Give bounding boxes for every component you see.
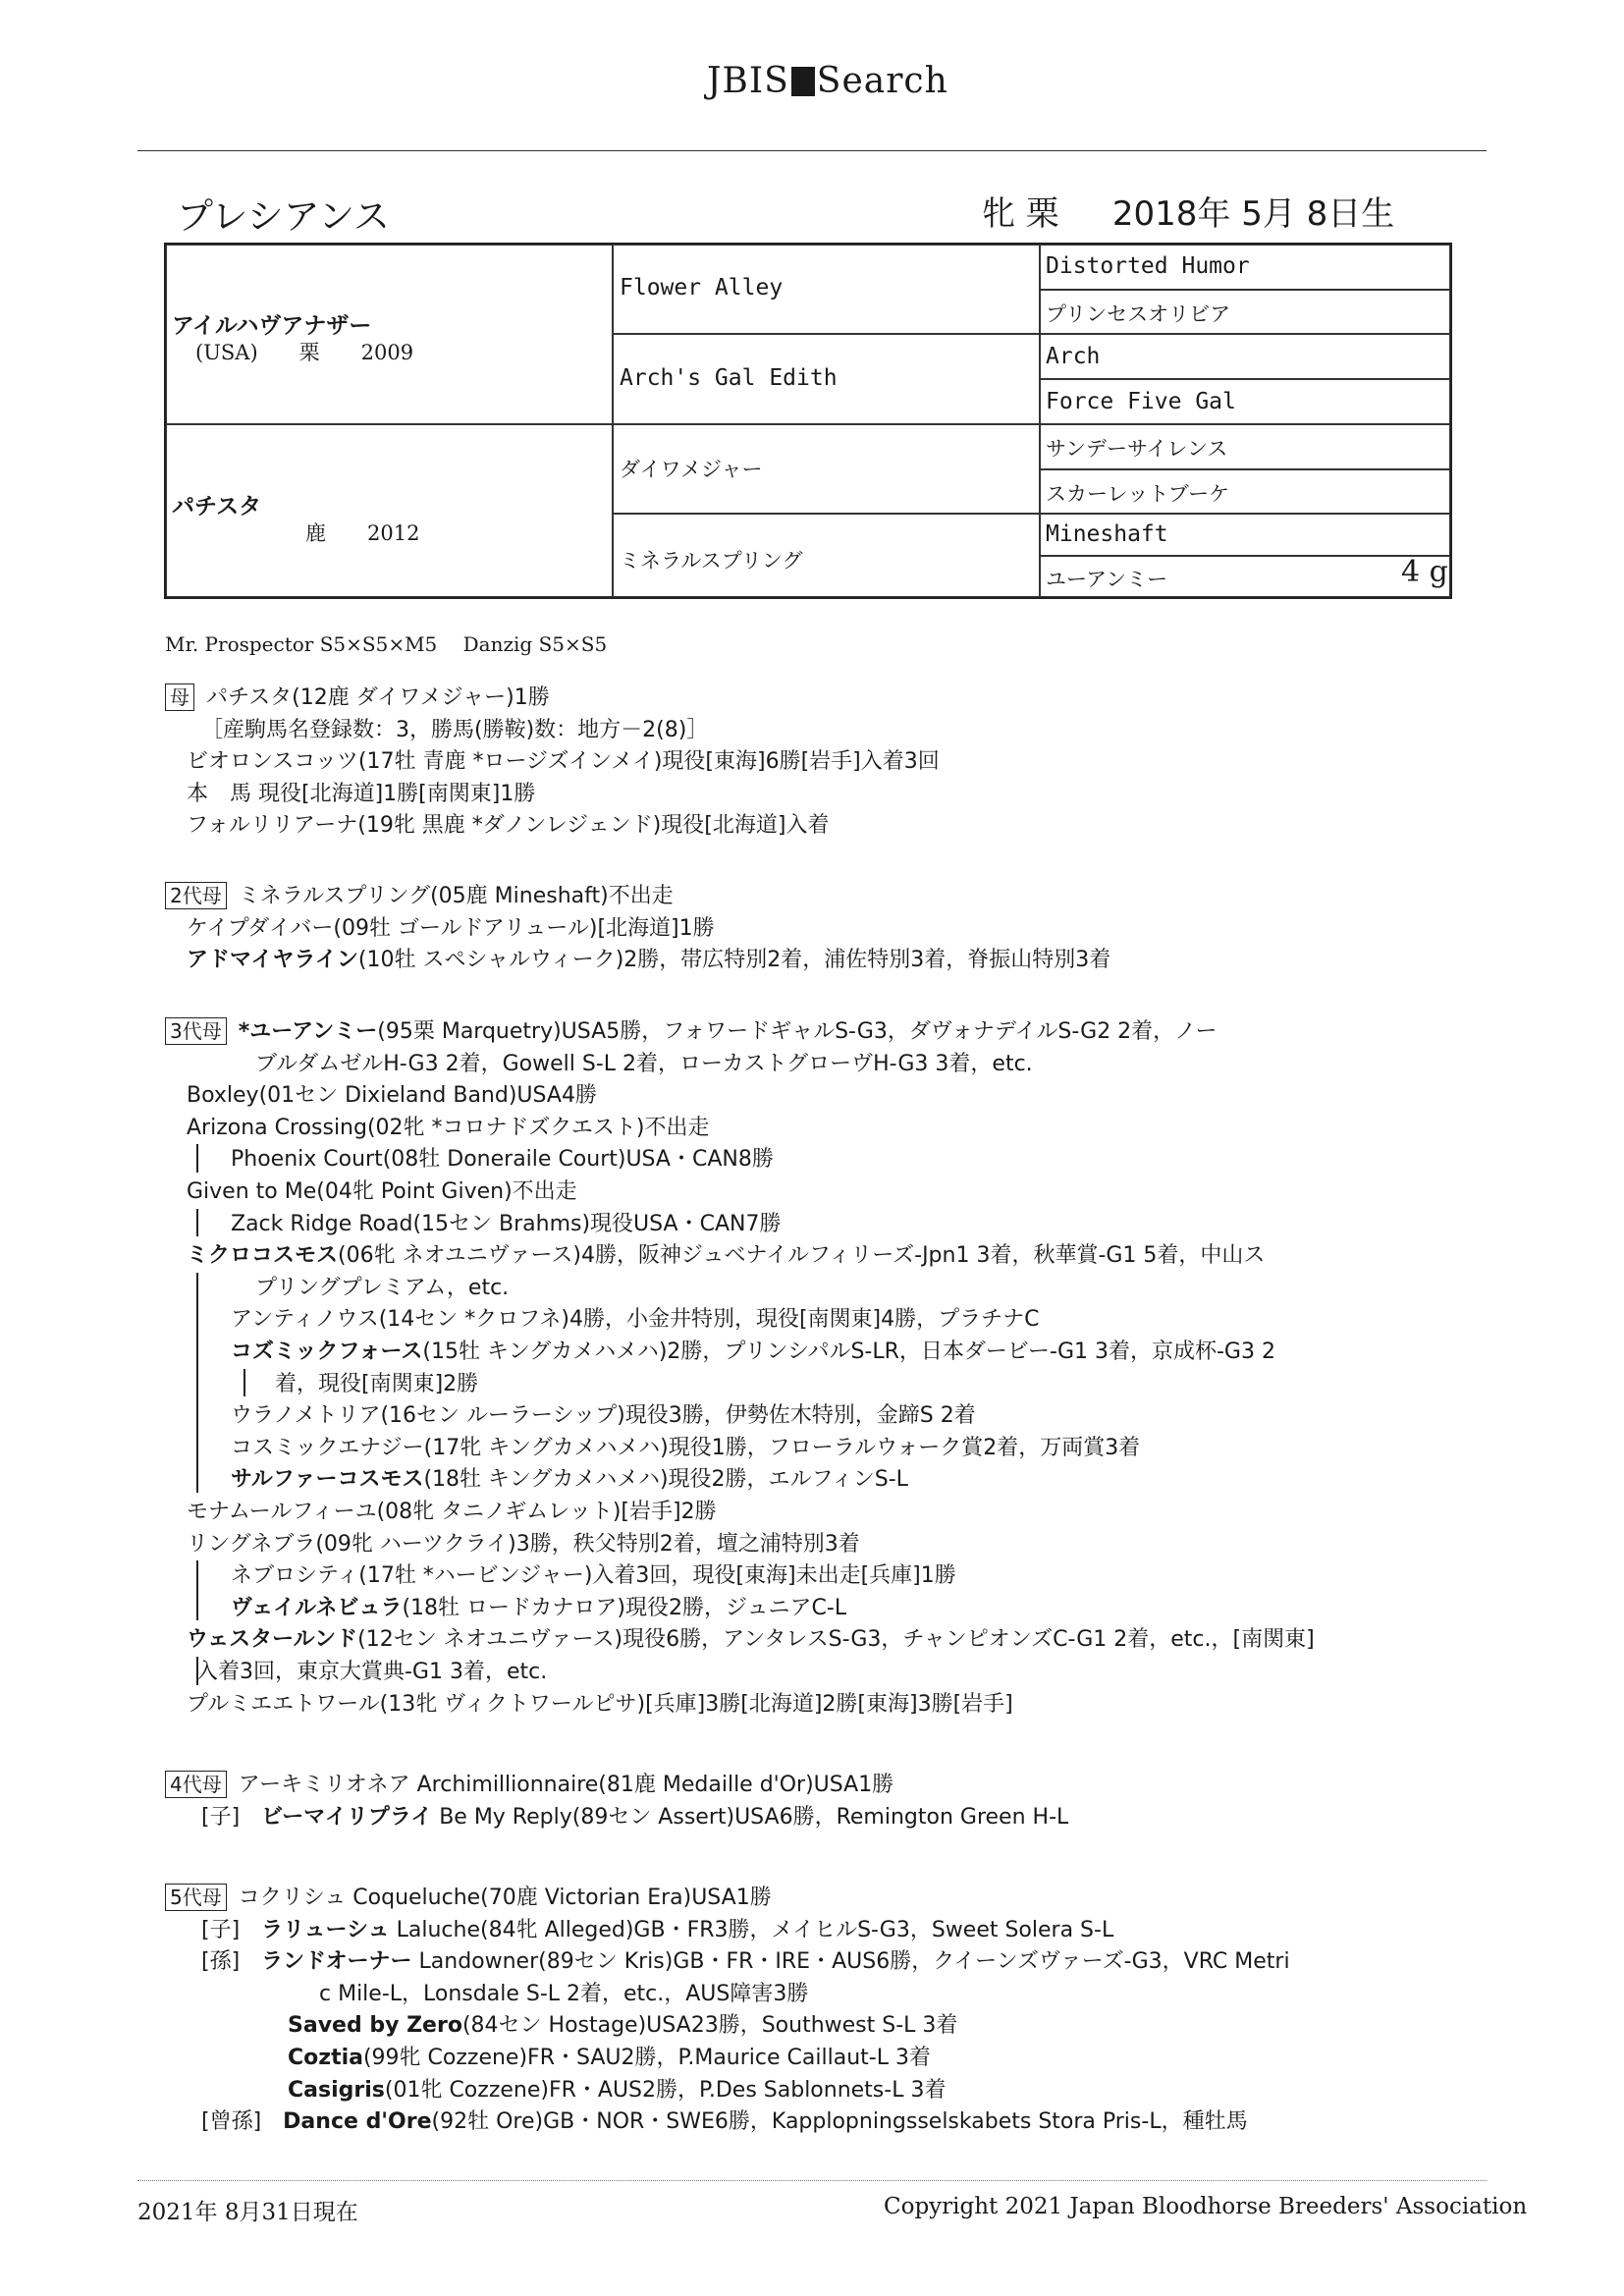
- generation-tag: 3代母: [165, 1017, 227, 1045]
- line-text: ビオロンスコッツ(17牡 青鹿 *ロージズインメイ)現役[東海]6勝[岩手]入着3回: [187, 749, 940, 775]
- pedigree-note-line: [165, 681, 550, 711]
- line-text: (10牡 スペシャルウィーク)2勝，帯広特別2着，浦佐特別3着，脊振山特別3着: [357, 948, 1111, 973]
- g4-name-3: Arch: [1046, 344, 1101, 369]
- pedigree-note-line: [187, 1078, 597, 1109]
- line-text: c Mile-L，Lonsdale S-L 2着，etc.，AUS障害3勝: [319, 1981, 809, 2006]
- pedigree-note-line: [319, 1977, 808, 2007]
- lineage-bar: [196, 1209, 198, 1237]
- sire-dam-name: Arch's Gal Edith: [620, 365, 838, 391]
- pedigree-note-line: [201, 1944, 1290, 1975]
- g4-cell-3: [1040, 334, 1450, 379]
- line-text: アーキミリオネア Archimillionnaire(81鹿 Medaille d'Or)USA1勝: [238, 1773, 894, 1797]
- line-text: モナムールフィーユ(08牝 タニノギムレット)[岩手]2勝: [187, 1500, 717, 1524]
- lineage-bar: [196, 1273, 198, 1493]
- line-text: ［産駒馬名登録数：3，勝馬(勝鞍)数：地方－2(8)］: [201, 717, 709, 742]
- dam-info: 鹿 2012: [305, 521, 420, 545]
- pedigree-note-line: [231, 1142, 774, 1173]
- line-text: (18牡 ロードカナロア)現役2勝，ジュニアC-L: [402, 1595, 847, 1620]
- horse-name: プレシアンス: [177, 195, 391, 238]
- notable-horse-name: サルファーコスモス: [231, 1467, 424, 1493]
- pedigree-note-line: [201, 1800, 1068, 1831]
- line-text: Phoenix Court(08牡 Doneraile Court)USA・CAN8勝: [231, 1147, 774, 1173]
- jbis-search-logo: [707, 61, 948, 101]
- pedigree-note-line: [231, 1431, 1140, 1461]
- pedigree-note-line: [187, 744, 940, 775]
- pedigree-note-line: [187, 808, 829, 839]
- lineage-bar: [196, 1144, 198, 1173]
- g4-name-4: Force Five Gal: [1046, 389, 1236, 414]
- relation-label: [子]: [201, 1804, 262, 1830]
- line-text: (99牝 Cozzene)FR・SAU2勝，P.Maurice Caillaut-L 3着: [362, 2046, 931, 2070]
- pedigree-note-line: [255, 1047, 1033, 1077]
- notable-horse-name: コズミックフォース: [231, 1339, 423, 1364]
- logo-horse-icon: [791, 67, 815, 96]
- line-text: Given to Me(04牝 Point Given)不出走: [187, 1179, 577, 1204]
- pedigree-note-line: [231, 1302, 1040, 1333]
- line-text: ウラノメトリア(16セン ルーラーシップ)現役3勝，伊勢佐木特別，金蹄S 2着: [231, 1403, 976, 1429]
- generation-tag: 2代母: [165, 882, 227, 909]
- pedigree-note-line: [288, 2073, 946, 2104]
- pedigree-note-line: [288, 2041, 931, 2071]
- line-text: (06牝 ネオユニヴァース)4勝，阪神ジュベナイルフィリーズ-Jpn1 3着，秋華賞-G1 5着，中山ス: [338, 1243, 1266, 1269]
- generation-tag: 5代母: [165, 1884, 227, 1911]
- footer-date: 2021年 8月31日現在: [137, 2200, 358, 2225]
- line-text: リングネブラ(09牝 ハーツクライ)3勝，秩父特別2着，壇之浦特別3着: [187, 1531, 860, 1557]
- pedigree-note-line: [165, 1014, 1218, 1045]
- header-divider: [137, 150, 1487, 151]
- line-text: Zack Ridge Road(15セン Brahms)現役USA・CAN7勝: [231, 1211, 782, 1236]
- line-text: コクリシュ Coqueluche(70鹿 Victorian Era)USA1勝: [238, 1886, 772, 1910]
- line-text: フォルリリアーナ(19牝 黒鹿 *ダノンレジェンド)現役[北海道]入着: [187, 813, 830, 839]
- horse-sex-color: 牝 栗: [982, 194, 1059, 234]
- pedigree-note-line: [201, 2105, 1248, 2135]
- pedigree-note-line: [187, 911, 715, 942]
- pedigree-note-line: [165, 879, 674, 909]
- pedigree-note-line: [196, 1655, 547, 1685]
- dam-sire-name: ダイワメジャー: [620, 458, 763, 481]
- dam-dam-name: ミネラルスプリング: [620, 549, 803, 573]
- g4-name-8: ユーアンミー: [1046, 568, 1168, 591]
- line-text: (12セン ネオユニヴァース)現役6勝，アンタレスS-G3，チャンピオンズC-G1 2着，etc.，[南関東]: [357, 1627, 1315, 1653]
- lineage-bar: [196, 1560, 198, 1620]
- horse-info: [982, 187, 1394, 235]
- pedigree-note-line: [231, 1558, 956, 1589]
- generation-tag: 4代母: [165, 1771, 227, 1798]
- line-text: (92牡 Ore)GB・NOR・SWE6勝，Kapplopningsselskabets Stora Pris-L，種牡馬: [431, 2109, 1248, 2135]
- dam-name: パチスタ: [172, 494, 262, 519]
- line-text: ケイプダイバー(09牡 ゴールドアリュール)[北海道]1勝: [187, 915, 715, 941]
- generation-tag: 母: [165, 683, 194, 711]
- lineage-bar: [244, 1369, 245, 1397]
- pedigree-note-line: [187, 1111, 709, 1141]
- pedigree-note-line: [231, 1462, 908, 1493]
- notable-horse-name: Saved by Zero: [288, 2013, 462, 2039]
- line-text: Laluche(84牝 Alleged)GB・FR3勝，メイヒルS-G3，Sweet Solera S-L: [389, 1917, 1114, 1942]
- line-text: プリングプレミアム，etc.: [255, 1275, 510, 1300]
- pedigree-note-line: [187, 1622, 1315, 1653]
- pedigree-note-line: [201, 1913, 1113, 1943]
- line-text: Boxley(01セン Dixieland Band)USA4勝: [187, 1083, 597, 1109]
- notable-horse-name: *ユーアンミー: [238, 1019, 378, 1044]
- notable-horse-name: ビーマイリプライ: [261, 1804, 433, 1830]
- g4-name-6: スカーレットブーケ: [1046, 482, 1230, 506]
- pedigree-note-line: [187, 1527, 860, 1558]
- pedigree-note-line: [231, 1335, 1275, 1365]
- pedigree-note-line: [288, 2008, 957, 2039]
- logo-text-left: JBIS: [707, 61, 789, 101]
- notable-horse-name: Casigris: [288, 2077, 385, 2103]
- line-text: Be My Reply(89セン Assert)USA6勝，Remington Green H-L: [432, 1804, 1069, 1830]
- line-text: (18牡 キングカメハメハ)現役2勝，エルフィンS-L: [423, 1467, 908, 1493]
- footer-divider: [137, 2180, 1487, 2181]
- notable-horse-name: アドマイヤライン: [187, 948, 358, 973]
- pedigree-note-line: [187, 1495, 717, 1525]
- pedigree-note-line: [231, 1591, 846, 1621]
- footer-copyright: Copyright 2021 Japan Bloodhorse Breeders' Association: [884, 2194, 1528, 2219]
- line-text: (84セン Hostage)USA23勝，Southwest S-L 3着: [461, 2013, 958, 2039]
- pedigree-note-line: [201, 713, 708, 743]
- g4-name-7: Mineshaft: [1046, 521, 1168, 547]
- pedigree-note-line: [165, 1881, 772, 1911]
- inbreeding-summary: Mr. Prospector S5×S5×M5 Danzig S5×S5: [165, 632, 608, 656]
- lineage-bar: [196, 1657, 198, 1685]
- line-text: (95栗 Marquetry)USA5勝，フォワードギャルS-G3，ダヴォナデイルS-G2 2着，ノー: [377, 1019, 1218, 1044]
- line-text: 着，現役[南関東]2勝: [275, 1371, 479, 1396]
- notable-horse-name: Coztia: [288, 2046, 363, 2070]
- line-text: ネブロシティ(17牡 *ハービンジャー)入着3回，現役[東海]未出走[兵庫]1勝: [231, 1563, 956, 1589]
- logo-text-right: Search: [816, 61, 948, 101]
- g4-name-5: サンデーサイレンス: [1046, 437, 1228, 461]
- pedigree-table: [164, 243, 1452, 599]
- g4-name-2: プリンセスオリビア: [1046, 302, 1231, 326]
- notable-horse-name: Dance d'Ore: [283, 2109, 432, 2135]
- inbreeding-grade: 4 g: [1401, 555, 1448, 589]
- sire-info: (USA) 栗 2009: [195, 341, 414, 364]
- pedigree-note-line: [187, 1175, 577, 1205]
- line-text: ミネラルスプリング(05鹿 Mineshaft)不出走: [238, 884, 674, 908]
- line-text: プルミエエトワール(13牝 ヴィクトワールピサ)[兵庫]3勝[北海道]2勝[東海]3勝[岩手]: [187, 1691, 1013, 1717]
- sire-name: アイルハヴアナザー: [172, 313, 372, 339]
- line-text: ブルダムゼルH-G3 2着，Gowell S-L 2着，ローカストグローヴH-G3 3着，etc.: [255, 1051, 1033, 1076]
- line-text: アンティノウス(14セン *クロフネ)4勝，小金井特別，現役[南関東]4勝，プラチナC: [231, 1307, 1040, 1333]
- line-text: Landowner(89セン Kris)GB・FR・IRE・AUS6勝，クイーンズヴァーズ-G3，VRC Metri: [411, 1949, 1290, 1975]
- pedigree-note-line: [255, 1271, 509, 1301]
- notable-horse-name: ヴェイルネビュラ: [231, 1595, 403, 1620]
- line-text: (01牝 Cozzene)FR・AUS2勝，P.Des Sablonnets-L 3着: [384, 2077, 947, 2103]
- pedigree-note-line: [187, 943, 1110, 973]
- pedigree-note-line: [187, 1238, 1265, 1269]
- line-text: Arizona Crossing(02牝 *コロナドズクエスト)不出走: [187, 1115, 710, 1140]
- pedigree-note-line: [187, 777, 535, 807]
- horse-birth: 2018年 5月 8日生: [1111, 194, 1395, 234]
- notable-horse-name: ラリューシュ: [261, 1917, 390, 1942]
- notable-horse-name: ミクロコスモス: [187, 1243, 339, 1269]
- g4-name-1: Distorted Humor: [1046, 253, 1250, 279]
- notable-horse-name: ランドオーナー: [261, 1949, 412, 1975]
- line-text: (15牡 キングカメハメハ)2勝，プリンシパルS-LR，日本ダービー-G1 3着，京成杯-G3 2: [422, 1339, 1275, 1364]
- line-text: 本 馬 現役[北海道]1勝[南関東]1勝: [187, 781, 536, 806]
- relation-label: [曾孫]: [201, 2109, 284, 2135]
- line-text: 入着3回，東京大賞典-G1 3着，etc.: [196, 1660, 548, 1684]
- pedigree-note-line: [275, 1367, 478, 1397]
- notable-horse-name: ウェスタールンド: [187, 1627, 358, 1653]
- pedigree-note-line: [165, 1768, 893, 1798]
- pedigree-note-line: [231, 1398, 976, 1429]
- pedigree-note-line: [231, 1207, 781, 1237]
- relation-label: [孫]: [201, 1949, 262, 1975]
- relation-label: [子]: [201, 1917, 262, 1942]
- pedigree-note-line: [187, 1687, 1013, 1718]
- sire-sire-name: Flower Alley: [620, 275, 784, 301]
- line-text: コスミックエナジー(17牝 キングカメハメハ)現役1勝，フローラルウォーク賞2着，万両賞3着: [231, 1435, 1141, 1460]
- line-text: パチスタ(12鹿 ダイワメジャー)1勝: [206, 685, 550, 710]
